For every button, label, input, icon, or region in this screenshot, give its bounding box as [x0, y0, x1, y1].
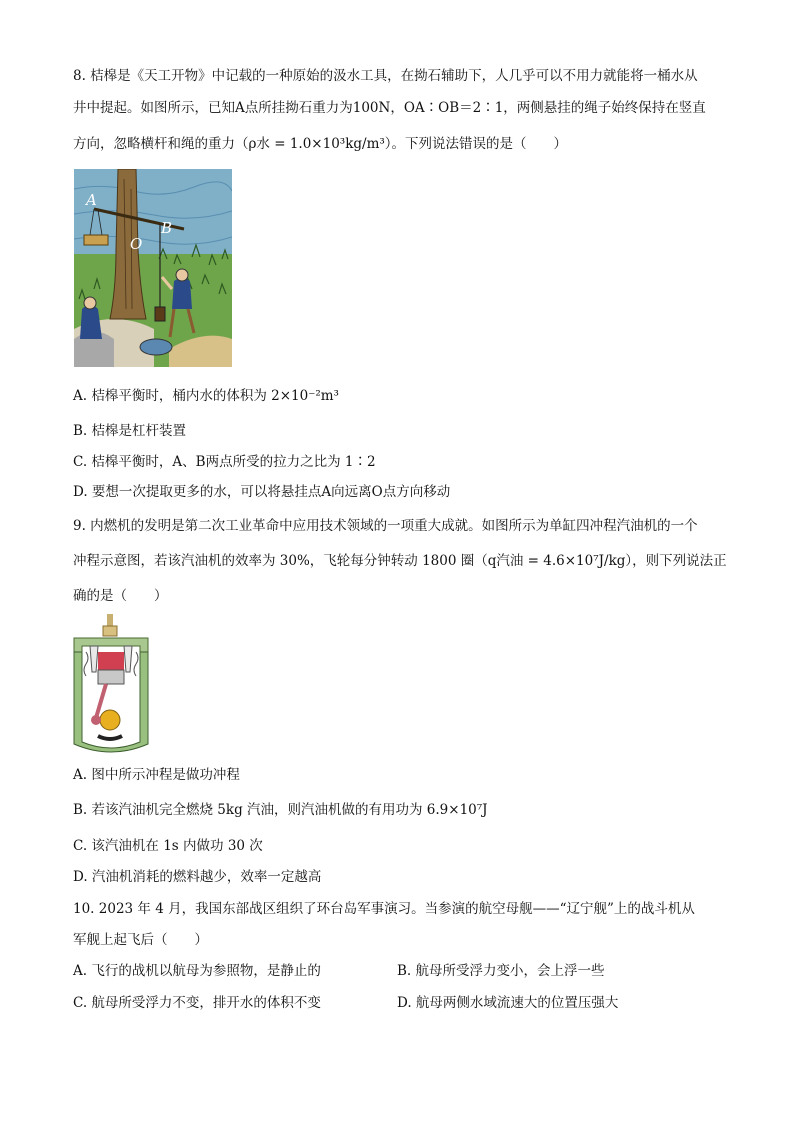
q8-option-a: A. 桔槔平衡时，桶内水的体积为 2×10⁻²m³ [73, 388, 339, 404]
figure-label-o: O [130, 235, 143, 253]
q8-option-c: C. 桔槔平衡时，A、B两点所受的拉力之比为 1∶2 [73, 454, 376, 470]
q8-stem-line2: 井中提起。如图所示，已知A点所挂拗石重力为100N，OA∶OB＝2∶1，两侧悬挂的绳子始终保持在竖直 [73, 100, 706, 116]
q10-stem-line1: 10. 2023 年 4 月，我国东部战区组织了环台岛军事演习。当参演的航空母舰——“辽宁舰”上的战斗机从 [73, 901, 695, 917]
q9-option-b: B. 若该汽油机完全燃烧 5kg 汽油，则汽油机做的有用功为 6.9×10⁷J [73, 802, 488, 818]
q9-stem-line3: 确的是（ ） [73, 588, 168, 604]
q9-option-d: D. 汽油机消耗的燃料越少，效率一定越高 [73, 869, 322, 885]
q9-engine-figure [70, 612, 152, 754]
q8-stem-line1: 8. 桔槔是《天工开物》中记载的一种原始的汲水工具，在拗石辅助下，人几乎可以不用力就能将一桶水从 [73, 68, 698, 84]
figure-label-a: A [86, 191, 97, 209]
well-sweep-illustration [74, 169, 232, 367]
figure-label-b: B [161, 219, 173, 237]
q10-option-d: D. 航母两侧水域流速大的位置压强大 [397, 995, 619, 1011]
q9-option-c: C. 该汽油机在 1s 内做功 30 次 [73, 838, 263, 854]
q9-option-a: A. 图中所示冲程是做功冲程 [73, 767, 240, 783]
q8-well-sweep-figure [74, 169, 232, 367]
q10-option-a: A. 飞行的战机以航母为参照物，是静止的 [73, 963, 321, 979]
q10-stem-line2: 军舰上起飞后（ ） [73, 932, 208, 948]
q8-stem-line3: 方向，忽略横杆和绳的重力（ρ水 = 1.0×10³kg/m³）。下列说法错误的是（ ） [73, 136, 568, 152]
four-stroke-engine-diagram [70, 612, 152, 754]
q8-option-b: B. 桔槔是杠杆装置 [73, 423, 187, 439]
q10-option-b: B. 航母所受浮力变小，会上浮一些 [397, 963, 605, 979]
q8-option-d: D. 要想一次提取更多的水，可以将悬挂点A向远离O点方向移动 [73, 484, 451, 500]
q10-option-c: C. 航母所受浮力不变，排开水的体积不变 [73, 995, 321, 1011]
q9-stem-line2: 冲程示意图，若该汽油机的效率为 30%，飞轮每分钟转动 1800 圈（q汽油 = 4.6×10⁷J/kg），则下列说法正 [73, 553, 727, 569]
q9-stem-line1: 9. 内燃机的发明是第二次工业革命中应用技术领域的一项重大成就。如图所示为单缸四冲程汽油机的一个 [73, 518, 698, 534]
